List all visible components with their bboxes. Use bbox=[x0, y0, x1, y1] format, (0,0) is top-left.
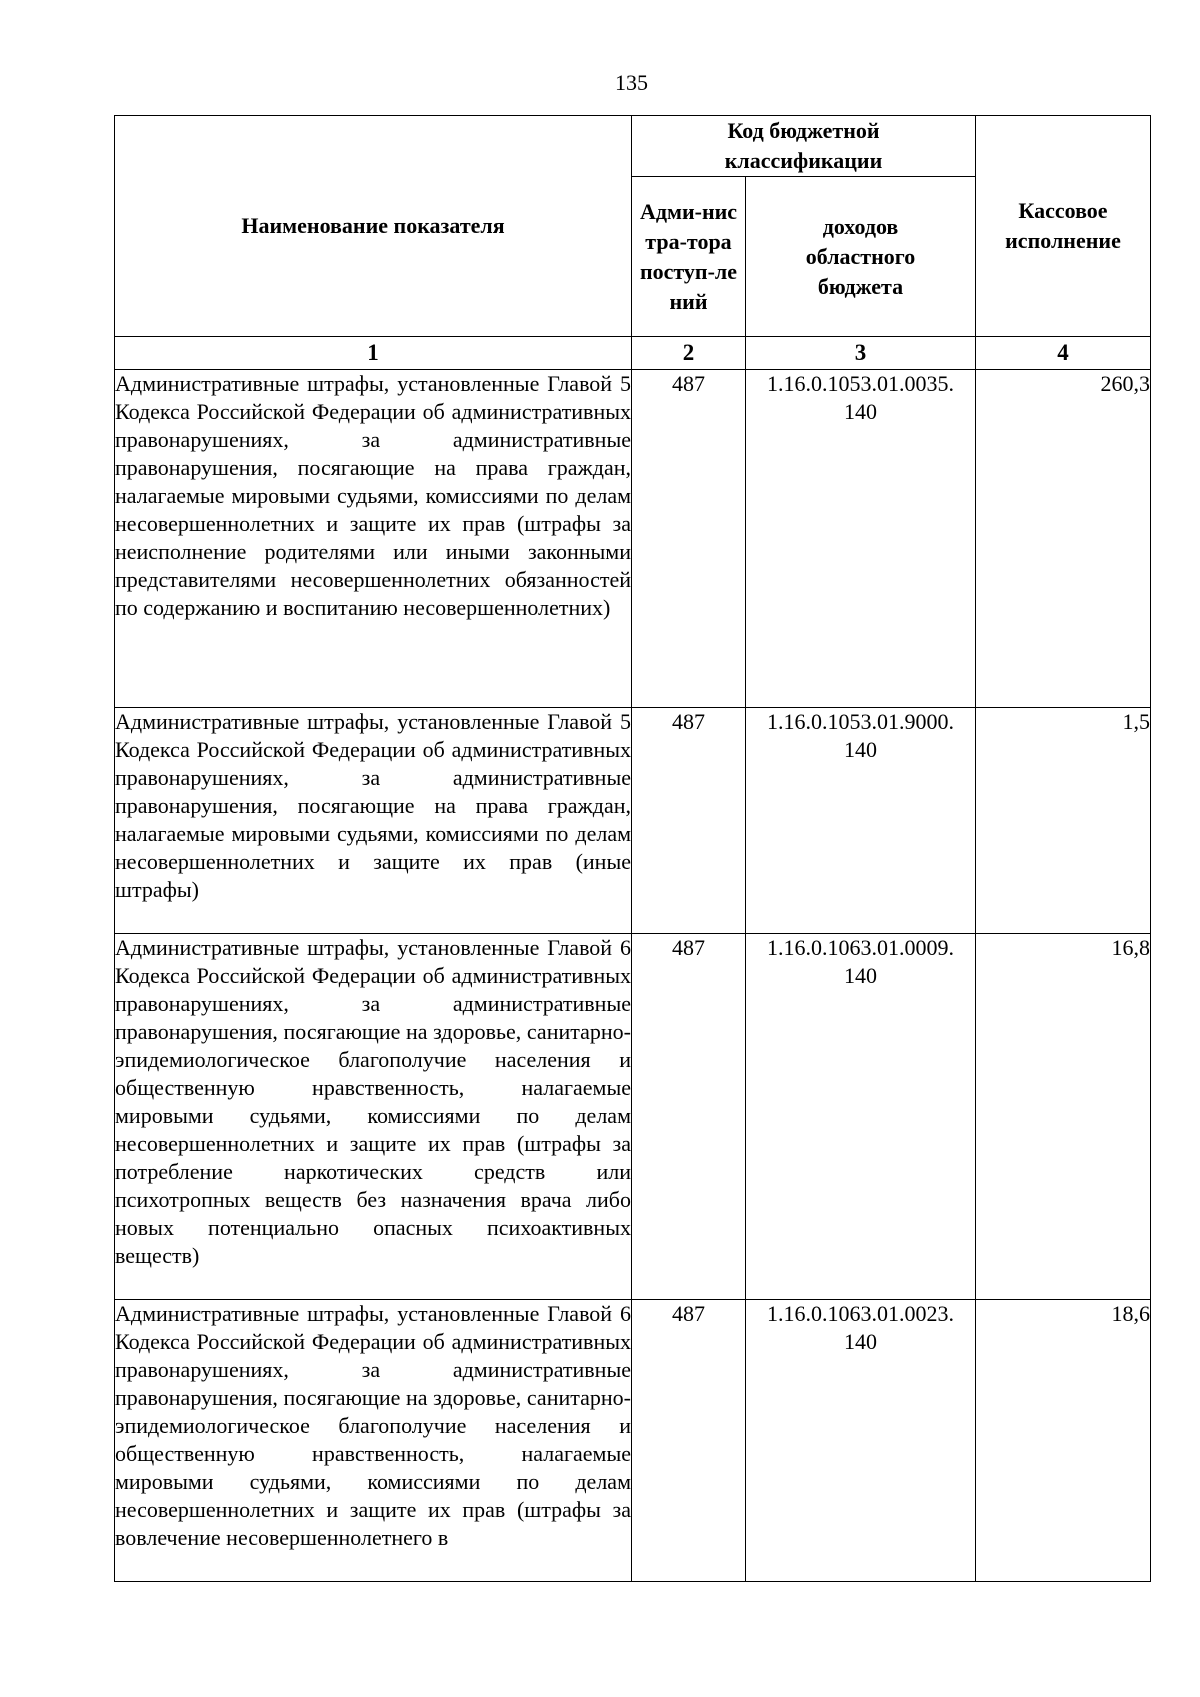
row-administrator-code: 487 bbox=[632, 370, 746, 708]
column-number-3: 3 bbox=[746, 337, 976, 370]
table-row bbox=[115, 934, 1151, 1300]
header-cash-execution: Кассовое исполнение bbox=[976, 116, 1151, 337]
row-income-code: 1.16.0.1053.01.0035. 140 bbox=[746, 370, 976, 708]
header-revenue-administrator: Адми-нистра-тора поступ-лений bbox=[632, 177, 746, 337]
row-cash-amount: 16,8 bbox=[976, 934, 1151, 1300]
row-cash-amount: 18,6 bbox=[976, 1300, 1151, 1582]
header-indicator-name: Наименование показателя bbox=[115, 116, 632, 337]
budget-table bbox=[114, 115, 1151, 1582]
header-budget-code: Код бюджетной классификации bbox=[632, 116, 976, 177]
row-administrator-code: 487 bbox=[632, 708, 746, 934]
row-income-code: 1.16.0.1063.01.0023. 140 bbox=[746, 1300, 976, 1582]
row-income-code: 1.16.0.1053.01.9000. 140 bbox=[746, 708, 976, 934]
column-number-2: 2 bbox=[632, 337, 746, 370]
table-row bbox=[115, 370, 1151, 708]
row-administrator-code: 487 bbox=[632, 934, 746, 1300]
header-regional-budget-income: доходов областного бюджета bbox=[746, 177, 976, 337]
row-indicator-name: Административные штрафы, установленные Главой 6 Кодекса Российской Федерации об административных правонарушениях, за административные правонарушения, посягающие на здоровье, санитарно-эпидемиологическое благополучие населения и общественную нравственность, налагаемые мировыми судьями, комиссиями по делам несовершеннолетних и защите их прав (штрафы за вовлечение несовершеннолетнего в bbox=[115, 1300, 632, 1582]
row-cash-amount: 1,5 bbox=[976, 708, 1151, 934]
table-row bbox=[115, 1300, 1151, 1582]
column-number-1: 1 bbox=[115, 337, 632, 370]
row-indicator-name: Административные штрафы, установленные Главой 5 Кодекса Российской Федерации об административных правонарушениях, за административные правонарушения, посягающие на права граждан, налагаемые мировыми судьями, комиссиями по делам несовершеннолетних и защите их прав (штрафы за неисполнение родителями или иными законными представителями несовершеннолетних обязанностей по содержанию и воспитанию несовершеннолетних) bbox=[115, 370, 632, 708]
row-administrator-code: 487 bbox=[632, 1300, 746, 1582]
row-income-code: 1.16.0.1063.01.0009. 140 bbox=[746, 934, 976, 1300]
page-number: 135 bbox=[615, 70, 648, 95]
column-number-4: 4 bbox=[976, 337, 1151, 370]
row-cash-amount: 260,3 bbox=[976, 370, 1151, 708]
table-row bbox=[115, 708, 1151, 934]
row-indicator-name: Административные штрафы, установленные Главой 5 Кодекса Российской Федерации об административных правонарушениях, за административные правонарушения, посягающие на права граждан, налагаемые мировыми судьями, комиссиями по делам несовершеннолетних и защите их прав (иные штрафы) bbox=[115, 708, 632, 934]
row-indicator-name: Административные штрафы, установленные Главой 6 Кодекса Российской Федерации об административных правонарушениях, за административные правонарушения, посягающие на здоровье, санитарно-эпидемиологическое благополучие населения и общественную нравственность, налагаемые мировыми судьями, комиссиями по делам несовершеннолетних и защите их прав (штрафы за потребление наркотических средств или психотропных веществ без назначения врача либо новых потенциально опасных психоактивных веществ) bbox=[115, 934, 632, 1300]
